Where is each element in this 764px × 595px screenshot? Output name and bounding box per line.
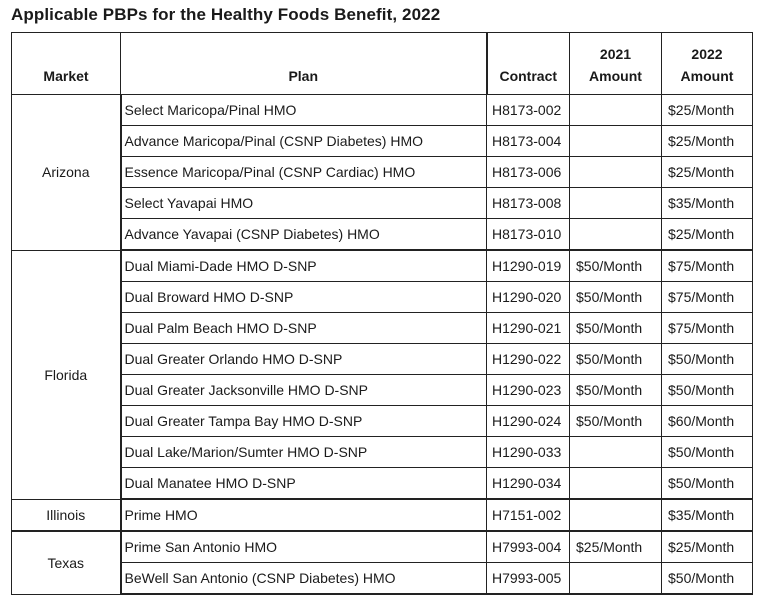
contract-cell: H7151-002: [487, 499, 570, 531]
contract-cell: H8173-008: [487, 188, 570, 219]
contract-cell: H1290-033: [487, 437, 570, 468]
header-plan: Plan: [121, 33, 487, 95]
plan-cell: Dual Greater Jacksonville HMO D-SNP: [121, 375, 487, 406]
header-2021-year: 2021: [599, 46, 632, 62]
plan-cell: Dual Manatee HMO D-SNP: [121, 468, 487, 500]
amount-2021-cell: $50/Month: [570, 250, 662, 282]
table-row: [12, 250, 753, 282]
table-title: Applicable PBPs for the Healthy Foods Benefit, 2022: [11, 5, 441, 24]
table-row: [12, 468, 753, 500]
amount-2022-cell: $50/Month: [662, 344, 753, 375]
amount-2021-cell: $50/Month: [570, 406, 662, 437]
table-row: [12, 95, 753, 126]
amount-2022-cell: $50/Month: [662, 563, 753, 595]
table-header: [12, 33, 753, 95]
plan-cell: Dual Palm Beach HMO D-SNP: [121, 313, 487, 344]
header-2022-word: Amount: [680, 68, 734, 84]
amount-2021-cell: [570, 437, 662, 468]
table-row: [12, 126, 753, 157]
header-2022-amount: [662, 33, 753, 95]
market-cell: Texas: [12, 531, 121, 594]
amount-2022-cell: $25/Month: [662, 219, 753, 251]
amount-2021-cell: [570, 188, 662, 219]
table-row: [12, 499, 753, 531]
contract-cell: H1290-019: [487, 250, 570, 282]
plan-cell: Advance Maricopa/Pinal (CSNP Diabetes) HMO: [121, 126, 487, 157]
table-row: [12, 282, 753, 313]
plan-cell: Advance Yavapai (CSNP Diabetes) HMO: [121, 219, 487, 251]
plan-cell: Dual Greater Orlando HMO D-SNP: [121, 344, 487, 375]
amount-2021-cell: $50/Month: [570, 344, 662, 375]
amount-2022-cell: $25/Month: [662, 531, 753, 563]
market-cell: Illinois: [12, 499, 121, 531]
header-2022-year: 2022: [691, 46, 723, 62]
amount-2021-cell: [570, 157, 662, 188]
amount-2022-cell: $50/Month: [662, 437, 753, 468]
table-row: [12, 563, 753, 595]
plan-cell: Dual Lake/Marion/Sumter HMO D-SNP: [121, 437, 487, 468]
table-row: [12, 406, 753, 437]
contract-cell: H1290-023: [487, 375, 570, 406]
table-row: [12, 344, 753, 375]
header-market: Market: [12, 33, 121, 95]
contract-cell: H1290-022: [487, 344, 570, 375]
header-2021-amount: [570, 33, 662, 95]
contract-cell: H7993-005: [487, 563, 570, 595]
table-row: [12, 313, 753, 344]
plan-cell: Dual Broward HMO D-SNP: [121, 282, 487, 313]
market-cell: Florida: [12, 250, 121, 499]
amount-2021-cell: $50/Month: [570, 313, 662, 344]
amount-2021-cell: [570, 219, 662, 251]
amount-2022-cell: $25/Month: [662, 157, 753, 188]
plan-cell: Prime HMO: [121, 499, 487, 531]
pbp-table: [11, 32, 753, 595]
table-row: [12, 375, 753, 406]
table-row: [12, 531, 753, 563]
contract-cell: H1290-020: [487, 282, 570, 313]
table-row: [12, 219, 753, 251]
plan-cell: Essence Maricopa/Pinal (CSNP Cardiac) HMO: [121, 157, 487, 188]
contract-cell: H1290-034: [487, 468, 570, 500]
contract-cell: H7993-004: [487, 531, 570, 563]
amount-2022-cell: $35/Month: [662, 499, 753, 531]
table-row: [12, 437, 753, 468]
amount-2022-cell: $75/Month: [662, 282, 753, 313]
table-row: [12, 157, 753, 188]
market-cell: Arizona: [12, 95, 121, 251]
plan-cell: Select Maricopa/Pinal HMO: [121, 95, 487, 126]
amount-2022-cell: $75/Month: [662, 250, 753, 282]
amount-2022-cell: $75/Month: [662, 313, 753, 344]
contract-cell: H8173-002: [487, 95, 570, 126]
amount-2021-cell: $25/Month: [570, 531, 662, 563]
amount-2021-cell: [570, 563, 662, 595]
contract-cell: H8173-004: [487, 126, 570, 157]
plan-cell: Prime San Antonio HMO: [121, 531, 487, 563]
contract-cell: H8173-010: [487, 219, 570, 251]
amount-2022-cell: $50/Month: [662, 375, 753, 406]
plan-cell: Dual Miami-Dade HMO D-SNP: [121, 250, 487, 282]
plan-cell: Dual Greater Tampa Bay HMO D-SNP: [121, 406, 487, 437]
header-2021-word: Amount: [589, 68, 642, 84]
amount-2022-cell: $25/Month: [662, 95, 753, 126]
contract-cell: H1290-021: [487, 313, 570, 344]
amount-2022-cell: $25/Month: [662, 126, 753, 157]
amount-2021-cell: [570, 499, 662, 531]
amount-2021-cell: $50/Month: [570, 282, 662, 313]
amount-2022-cell: $60/Month: [662, 406, 753, 437]
plan-cell: Select Yavapai HMO: [121, 188, 487, 219]
amount-2021-cell: [570, 468, 662, 500]
amount-2022-cell: $50/Month: [662, 468, 753, 500]
amount-2022-cell: $35/Month: [662, 188, 753, 219]
plan-cell: BeWell San Antonio (CSNP Diabetes) HMO: [121, 563, 487, 595]
amount-2021-cell: [570, 126, 662, 157]
amount-2021-cell: [570, 95, 662, 126]
header-contract: Contract: [487, 33, 570, 95]
table-row: [12, 188, 753, 219]
contract-cell: H1290-024: [487, 406, 570, 437]
contract-cell: H8173-006: [487, 157, 570, 188]
amount-2021-cell: $50/Month: [570, 375, 662, 406]
table-body: [12, 95, 753, 595]
